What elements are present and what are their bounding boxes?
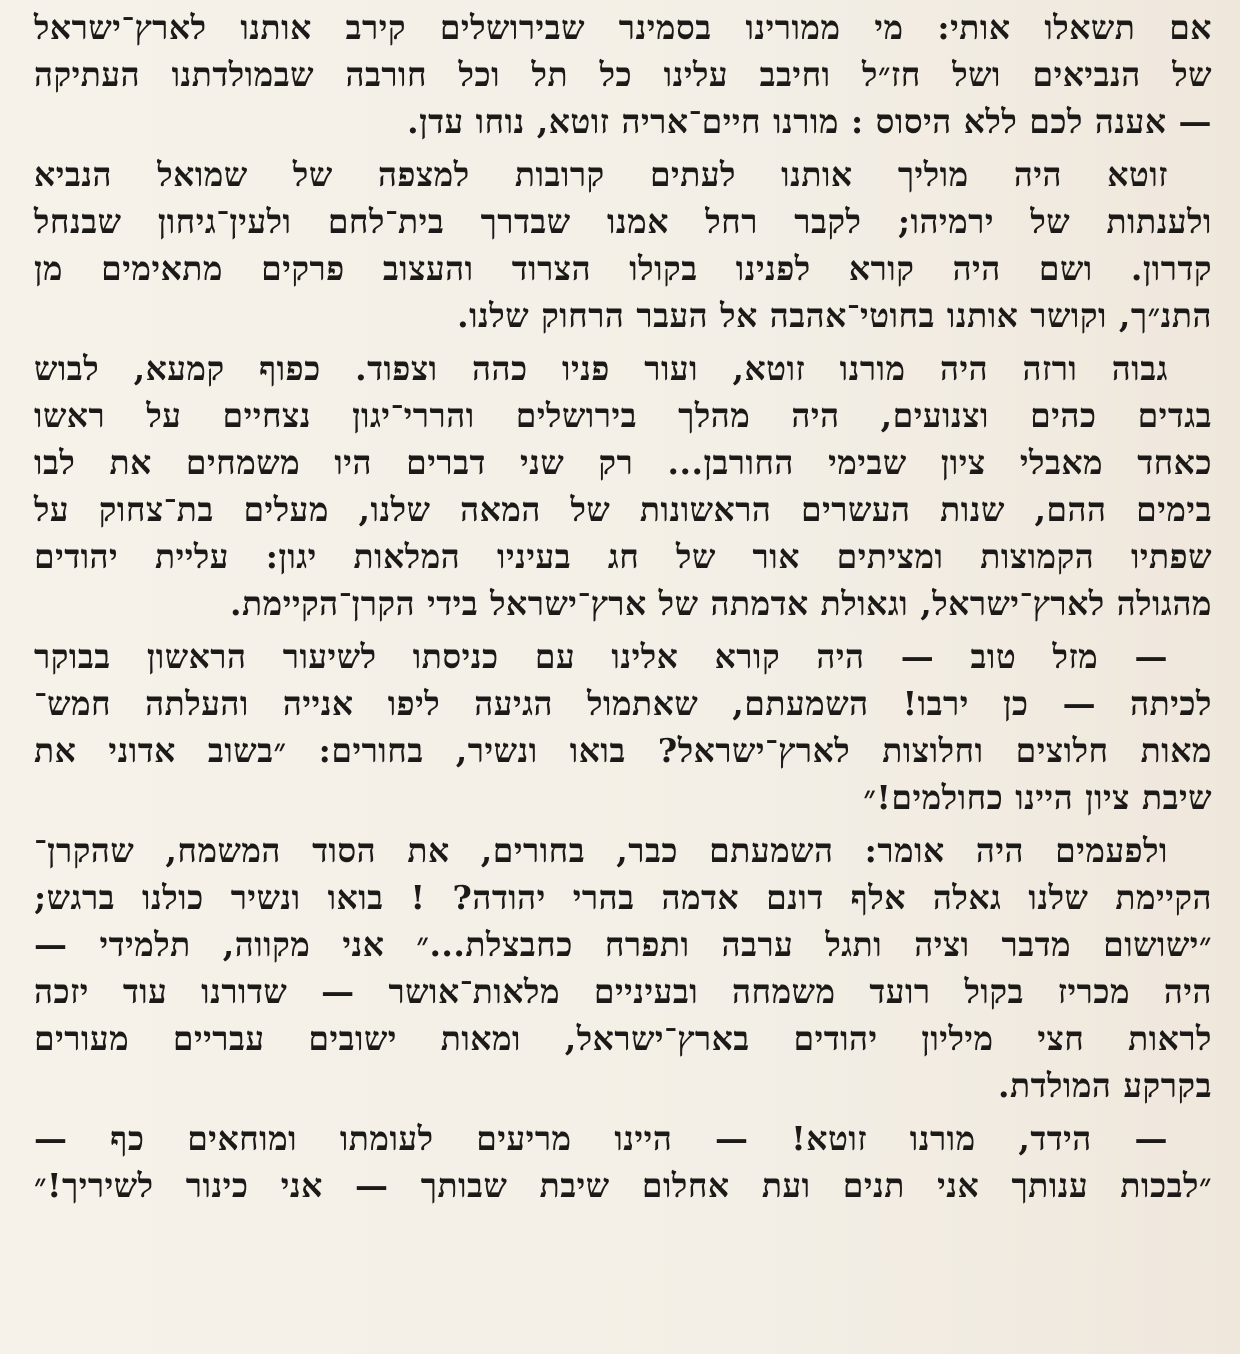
text-line: גבוה ורזה היה מורנו זוטא, ועור פניו כהה וצפוד. כפוף קמעא, לבוש [34,349,1168,388]
text-line: כאחד מאבלי ציון שבימי החורבן... רק שני דברים היו משמחים את לבו [34,443,1212,482]
text-line: בקרקע המולדת. [997,1066,1212,1105]
text-line: ולפעמים היה אומר: השמעתם כבר, בחורים, את הסוד המשמח, שהקרן־ [34,831,1168,870]
text-line: הקיימת שלנו גאלה אלף דונם אדמה בהרי יהודה? ! בואו ונשיר כולנו ברגש; [34,878,1212,917]
text-line: — אענה לכם ללא היסוס : מורנו חיים־אריה זוטא, נוחו עדן. [407,102,1212,141]
text-line: לכיתה — כן ירבו! השמעתם, שאתמול הגיעה ליפו אנייה והעלתה חמש־ [34,684,1212,723]
text-line: מהגולה לארץ־ישראל, וגאולת אדמתה של ארץ־ישראל בידי הקרן־הקיימת. [230,584,1212,623]
text-line: בגדים כהים וצנועים, היה מהלך בירושלים והררי־יגון נצחיים על ראשו [34,396,1212,435]
paragraph-6 [34,1115,1212,1209]
text-line: התנ״ך, וקושר אותנו בחוטי־אהבה אל העבר הרחוק שלנו. [457,296,1212,335]
paragraph-3 [34,345,1212,627]
text-line: אם תשאלו אותי: מי ממורינו בסמינר שבירושלים קירב אותנו לארץ־ישראל [34,8,1212,47]
text-line: של הנביאים ושל חז״ל וחיבב עלינו כל תל וכל חורבה שבמולדתנו העתיקה [34,55,1212,94]
text-line: — הידד, מורנו זוטא! — היינו מריעים לעומתו ומוחאים כף — [34,1119,1168,1158]
text-line: קדרון. ושם היה קורא לפנינו בקולו הצרוד והעצוב פרקים מתאימים מן [34,249,1212,288]
text-line: ״ישושום מדבר וציה ותגל ערבה ותפרח כחבצלת...״ אני מקווה, תלמידי — [34,925,1212,964]
text-line: זוטא היה מוליך אותנו לעתים קרובות למצפה של שמואל הנביא [34,155,1168,194]
paragraph-4 [34,633,1212,821]
paragraph-2 [34,151,1212,339]
text-line: שיבת ציון היינו כחולמים!״ [863,778,1212,817]
text-line: ולענתות של ירמיהו; לקבר רחל אמנו שבדרך בית־לחם ולעין־גיחון שבנחל [34,202,1212,241]
paragraph-1 [34,4,1212,145]
paragraph-5 [34,827,1212,1109]
text-line: — מזל טוב — היה קורא אלינו עם כניסתו לשיעור הראשון בבוקר [34,637,1168,676]
text-line: שפתיו הקמוצות ומציתים אור של חג בעיניו המלאות יגון: עליית יהודים [34,537,1212,576]
text-line: לראות חצי מיליון יהודים בארץ־ישראל, ומאות ישובים עבריים מעורים [34,1019,1212,1058]
text-line: מאות חלוצים וחלוצות לארץ־ישראל? בואו ונשיר, בחורים: ״בשוב אדוני את [34,731,1212,770]
text-line: בימים ההם, שנות העשרים הראשונות של המאה שלנו, מעלים בת־צחוק על [34,490,1212,529]
text-line: ״לבכות ענותך אני תנים ועת אחלום שיבת שבותך — אני כינור לשיריך!״ [34,1166,1212,1205]
text-line: היה מכריז בקול רועד משמחה ובעיניים מלאות־אושר — שדורנו עוד יזכה [34,972,1212,1011]
